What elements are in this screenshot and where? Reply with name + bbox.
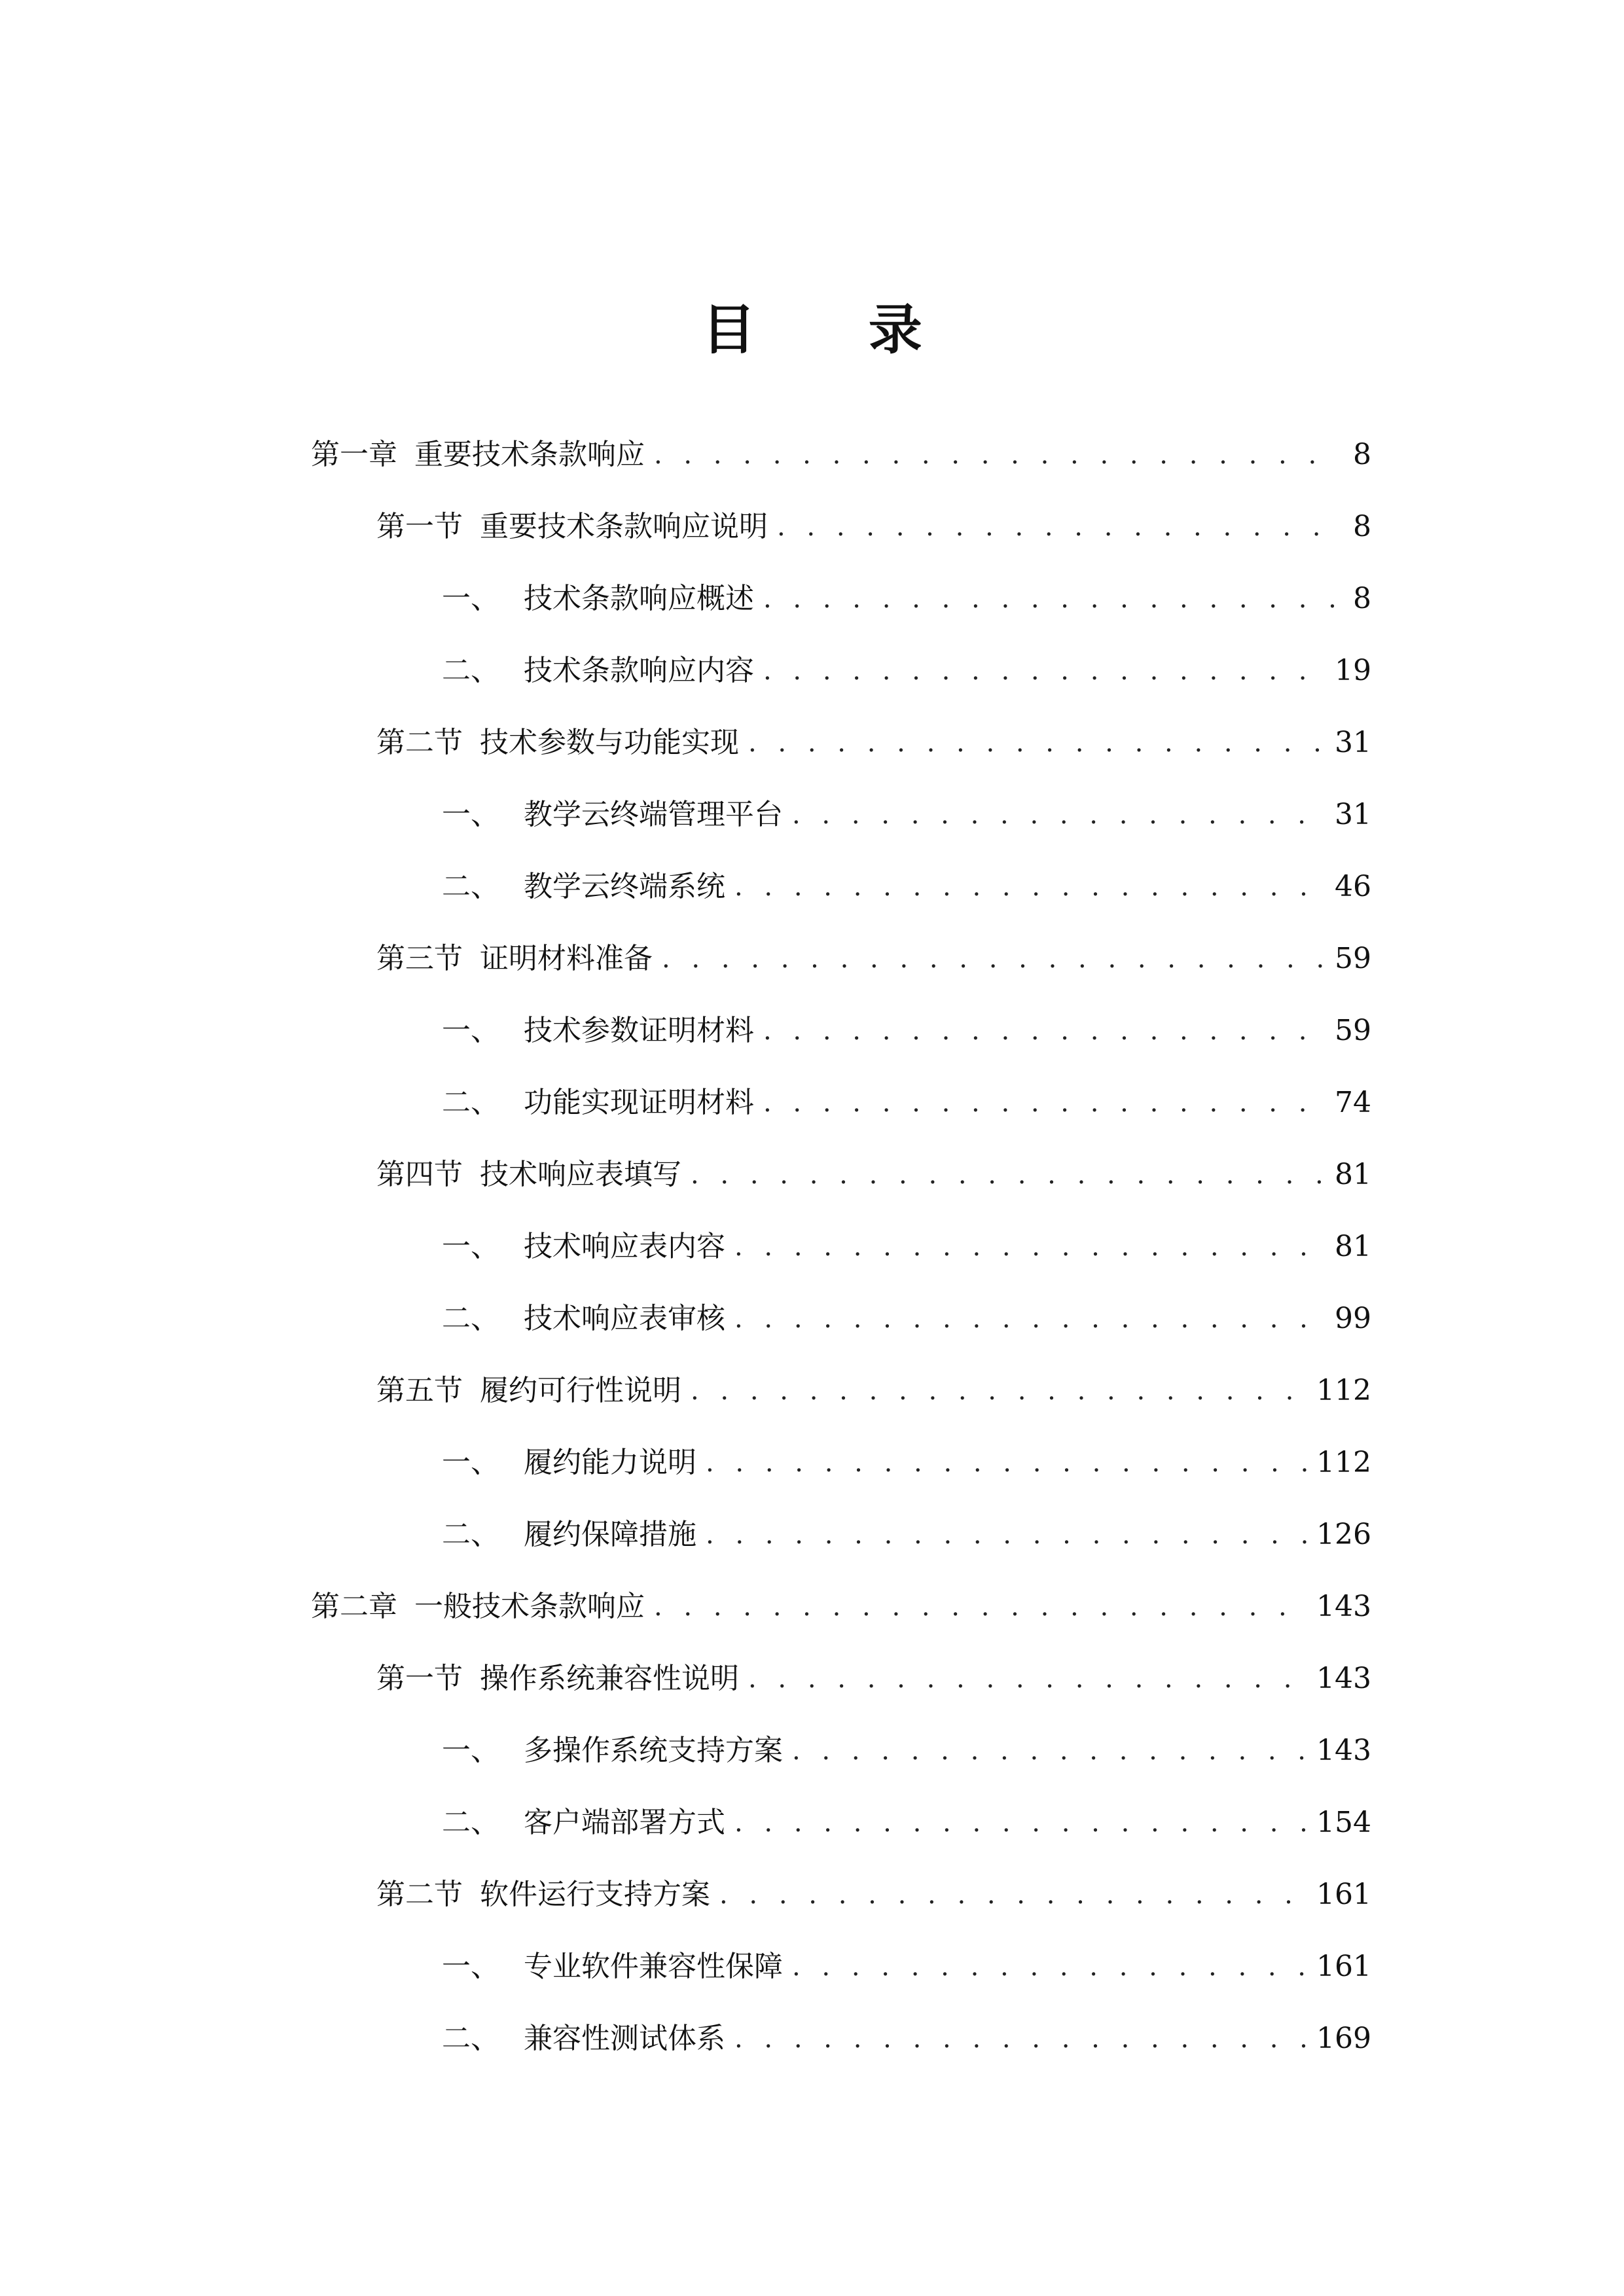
toc-dot-leader: [763, 1011, 1326, 1050]
toc-entry[interactable]: [311, 1643, 1371, 1715]
toc-entry[interactable]: [311, 491, 1371, 563]
toc-entry[interactable]: [311, 1211, 1371, 1283]
toc-page-number: 81: [1335, 1158, 1371, 1191]
toc-page-number: 112: [1316, 1446, 1371, 1479]
toc-entry-number: 第二节: [376, 1878, 463, 1911]
toc-entry[interactable]: [311, 1499, 1371, 1571]
toc-entry-number: 第二节: [376, 726, 463, 759]
toc-entry-number: 二、: [442, 1302, 499, 1335]
toc-dot-leader: [763, 1083, 1326, 1122]
toc-entry[interactable]: [311, 707, 1371, 779]
toc-entry-number: 二、: [442, 1518, 499, 1551]
toc-entry-number: 第三节: [376, 942, 463, 975]
toc-entry[interactable]: [311, 1571, 1371, 1643]
toc-entry[interactable]: [311, 1859, 1371, 1931]
toc-page-number: 59: [1335, 942, 1371, 975]
toc-dot-leader: [706, 1443, 1307, 1482]
toc-entry-title: 功能实现证明材料: [524, 1086, 754, 1119]
toc-entry-title: 技术响应表审核: [524, 1302, 725, 1335]
toc-entry-number: 一、: [442, 1014, 499, 1047]
toc-entry-title: 专业软件兼容性保障: [524, 1950, 783, 1983]
toc-entry-title: 操作系统兼容性说明: [480, 1662, 739, 1695]
toc-dot-leader: [734, 1803, 1307, 1842]
toc-page-number: 74: [1335, 1086, 1371, 1119]
toc-entry-number: 第一节: [376, 1662, 463, 1695]
toc-page-number: 19: [1335, 654, 1371, 687]
toc-dot-leader: [654, 1587, 1307, 1626]
toc-entry-number: 第四节: [376, 1158, 463, 1191]
toc-entry[interactable]: [311, 1283, 1371, 1355]
toc-dot-leader: [734, 2019, 1307, 2058]
toc-page-number: 169: [1316, 2022, 1371, 2055]
toc-dot-leader: [662, 939, 1326, 978]
toc-entry[interactable]: [311, 2003, 1371, 2075]
toc-entry[interactable]: [311, 1427, 1371, 1499]
toc-dot-leader: [763, 579, 1336, 619]
toc-entry-title: 技术条款响应内容: [524, 654, 754, 687]
toc-entry[interactable]: [311, 1787, 1371, 1859]
toc-entry-number: 一、: [442, 1446, 499, 1479]
toc-entry[interactable]: [311, 1355, 1371, 1427]
page-title: 目 录: [702, 299, 969, 361]
toc-entry-title: 技术响应表填写: [480, 1158, 681, 1191]
toc-entry-number: 一、: [442, 798, 499, 831]
toc-entry-title: 证明材料准备: [480, 942, 653, 975]
toc-dot-leader: [706, 1515, 1307, 1554]
toc-dot-leader: [763, 651, 1326, 691]
toc-dot-leader: [719, 1875, 1307, 1914]
toc-dot-leader: [748, 723, 1326, 762]
toc-page-number: 143: [1316, 1590, 1371, 1623]
toc-entry-number: 二、: [442, 1086, 499, 1119]
toc-dot-leader: [748, 1659, 1307, 1698]
toc-page-number: 81: [1335, 1230, 1371, 1263]
toc-dot-leader: [734, 1299, 1326, 1338]
toc-entry-title: 一般技术条款响应: [414, 1590, 645, 1623]
toc-entry-number: 二、: [442, 870, 499, 903]
toc-dot-leader: [654, 435, 1336, 475]
toc-entry-title: 教学云终端系统: [524, 870, 725, 903]
toc-page-number: 154: [1316, 1806, 1371, 1839]
toc-page-number: 161: [1316, 1950, 1371, 1983]
toc-dot-leader: [734, 1227, 1326, 1266]
toc-entry-title: 技术条款响应概述: [524, 582, 754, 615]
toc-entry[interactable]: [311, 1931, 1371, 2003]
toc-page-number: 8: [1353, 438, 1371, 471]
toc-dot-leader: [792, 1731, 1307, 1770]
toc-page-number: 46: [1335, 870, 1371, 903]
toc-page-number: 31: [1335, 798, 1371, 831]
table-of-contents: [311, 419, 1371, 2075]
toc-entry[interactable]: [311, 1715, 1371, 1787]
toc-page-number: 143: [1316, 1662, 1371, 1695]
toc-entry[interactable]: [311, 635, 1371, 707]
toc-entry[interactable]: [311, 779, 1371, 851]
toc-dot-leader: [691, 1371, 1307, 1410]
toc-page-number: 126: [1316, 1518, 1371, 1551]
toc-page-number: 99: [1335, 1302, 1371, 1335]
toc-page-number: 8: [1353, 510, 1371, 543]
toc-entry-number: 第二章: [311, 1590, 397, 1623]
toc-entry-number: 二、: [442, 2022, 499, 2055]
toc-entry-title: 技术响应表内容: [524, 1230, 725, 1263]
toc-entry-title: 多操作系统支持方案: [524, 1734, 783, 1767]
toc-entry-number: 第五节: [376, 1374, 463, 1407]
toc-page-number: 31: [1335, 726, 1371, 759]
toc-entry-title: 兼容性测试体系: [524, 2022, 725, 2055]
toc-entry-title: 技术参数证明材料: [524, 1014, 754, 1047]
toc-page-number: 161: [1316, 1878, 1371, 1911]
toc-entry-number: 第一节: [376, 510, 463, 543]
toc-entry-title: 履约能力说明: [524, 1446, 696, 1479]
toc-dot-leader: [734, 867, 1326, 906]
toc-entry-title: 技术参数与功能实现: [480, 726, 739, 759]
toc-entry-title: 重要技术条款响应: [414, 438, 645, 471]
toc-entry[interactable]: [311, 1139, 1371, 1211]
toc-entry[interactable]: [311, 923, 1371, 995]
toc-entry[interactable]: [311, 995, 1371, 1067]
toc-entry-title: 履约可行性说明: [480, 1374, 681, 1407]
toc-entry-title: 重要技术条款响应说明: [480, 510, 768, 543]
toc-entry-number: 一、: [442, 582, 499, 615]
toc-dot-leader: [691, 1155, 1326, 1194]
toc-entry[interactable]: [311, 563, 1371, 635]
toc-entry-number: 二、: [442, 654, 499, 687]
toc-entry-title: 履约保障措施: [524, 1518, 696, 1551]
toc-entry-title: 教学云终端管理平台: [524, 798, 783, 831]
toc-entry-number: 二、: [442, 1806, 499, 1839]
toc-entry[interactable]: [311, 851, 1371, 923]
toc-page-number: 8: [1353, 582, 1371, 615]
toc-entry-number: 第一章: [311, 438, 397, 471]
toc-page-number: 59: [1335, 1014, 1371, 1047]
toc-dot-leader: [777, 507, 1336, 547]
toc-page-number: 143: [1316, 1734, 1371, 1767]
toc-page-number: 112: [1316, 1374, 1371, 1407]
toc-entry-number: 一、: [442, 1734, 499, 1767]
toc-entry-title: 客户端部署方式: [524, 1806, 725, 1839]
toc-dot-leader: [792, 795, 1326, 834]
toc-entry-title: 软件运行支持方案: [480, 1878, 710, 1911]
toc-entry[interactable]: [311, 419, 1371, 491]
toc-entry-number: 一、: [442, 1230, 499, 1263]
toc-entry[interactable]: [311, 1067, 1371, 1139]
toc-entry-number: 一、: [442, 1950, 499, 1983]
toc-dot-leader: [792, 1947, 1307, 1986]
